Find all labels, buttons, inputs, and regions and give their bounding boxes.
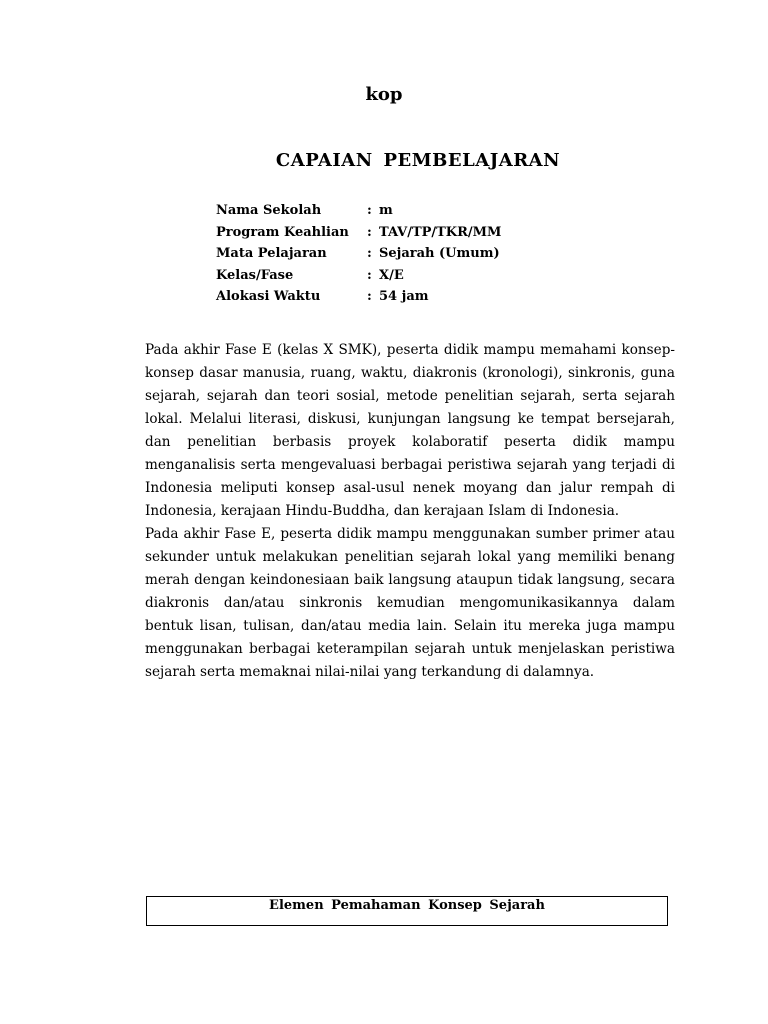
identity-label: Nama Sekolah bbox=[216, 203, 322, 218]
identity-row-subject bbox=[216, 243, 501, 265]
identity-separator: : bbox=[367, 246, 372, 261]
element-table-title: Elemen Pemahaman Konsep Sejarah bbox=[269, 898, 545, 913]
element-table-header bbox=[146, 896, 668, 926]
paragraph: Pada akhir Fase E, peserta didik mampu menggunakan sumber primer atau sekunder untuk melakukan penelitian sejarah lokal yang memiliki benang merah dengan keindonesiaan baik langsung ataupun tidak langsung, secara diakronis dan/atau sinkronis kemudian mengomunikasikannya dalam bentuk lisan, tulisan, dan/atau media lain. Selain itu mereka juga mampu menggunakan berbagai keterampilan sejarah untuk menjelaskan peristiwa sejarah serta memaknai nilai-nilai yang terkandung di dalamnya. bbox=[145, 526, 675, 680]
identity-label: Alokasi Waktu bbox=[216, 289, 321, 304]
page-title: CAPAIAN PEMBELAJARAN bbox=[275, 150, 561, 171]
identity-label: Kelas/Fase bbox=[216, 267, 294, 283]
identity-separator: : bbox=[367, 203, 372, 218]
identity-label: Program Keahlian bbox=[216, 224, 349, 240]
identity-separator: : bbox=[367, 267, 372, 283]
identity-row-school bbox=[216, 200, 501, 222]
identity-row-program bbox=[216, 222, 501, 244]
identity-value: 54 jam bbox=[379, 289, 429, 304]
identity-value: m bbox=[379, 203, 393, 218]
learning-outcome-text bbox=[145, 339, 675, 684]
identity-table bbox=[216, 200, 501, 308]
identity-label: Mata Pelajaran bbox=[216, 246, 327, 261]
identity-value: Sejarah (Umum) bbox=[379, 246, 500, 261]
kop-heading: kop bbox=[365, 84, 403, 105]
identity-separator: : bbox=[367, 224, 372, 240]
identity-value: TAV/TP/TKR/MM bbox=[379, 224, 502, 240]
paragraph: Pada akhir Fase E (kelas X SMK), peserta didik mampu memahami konsep-konsep dasar manusia, ruang, waktu, diakronis (kronologi), sinkronis, guna sejarah, sejarah dan teori sosial, metode penelitian sejarah, serta sejarah lokal. Melalui literasi, diskusi, kunjungan langsung ke tempat bersejarah, dan penelitian berbasis proyek kolaboratif peserta didik mampu menganalisis serta mengevaluasi berbagai peristiwa sejarah yang terjadi di Indonesia meliputi konsep asal-usul nenek moyang dan jalur rempah di Indonesia, kerajaan Hindu-Buddha, dan kerajaan Islam di Indonesia. bbox=[145, 342, 675, 519]
identity-value: X/E bbox=[379, 267, 404, 283]
identity-row-class-phase bbox=[216, 265, 501, 287]
identity-separator: : bbox=[367, 289, 372, 304]
identity-row-time-allocation bbox=[216, 286, 501, 308]
